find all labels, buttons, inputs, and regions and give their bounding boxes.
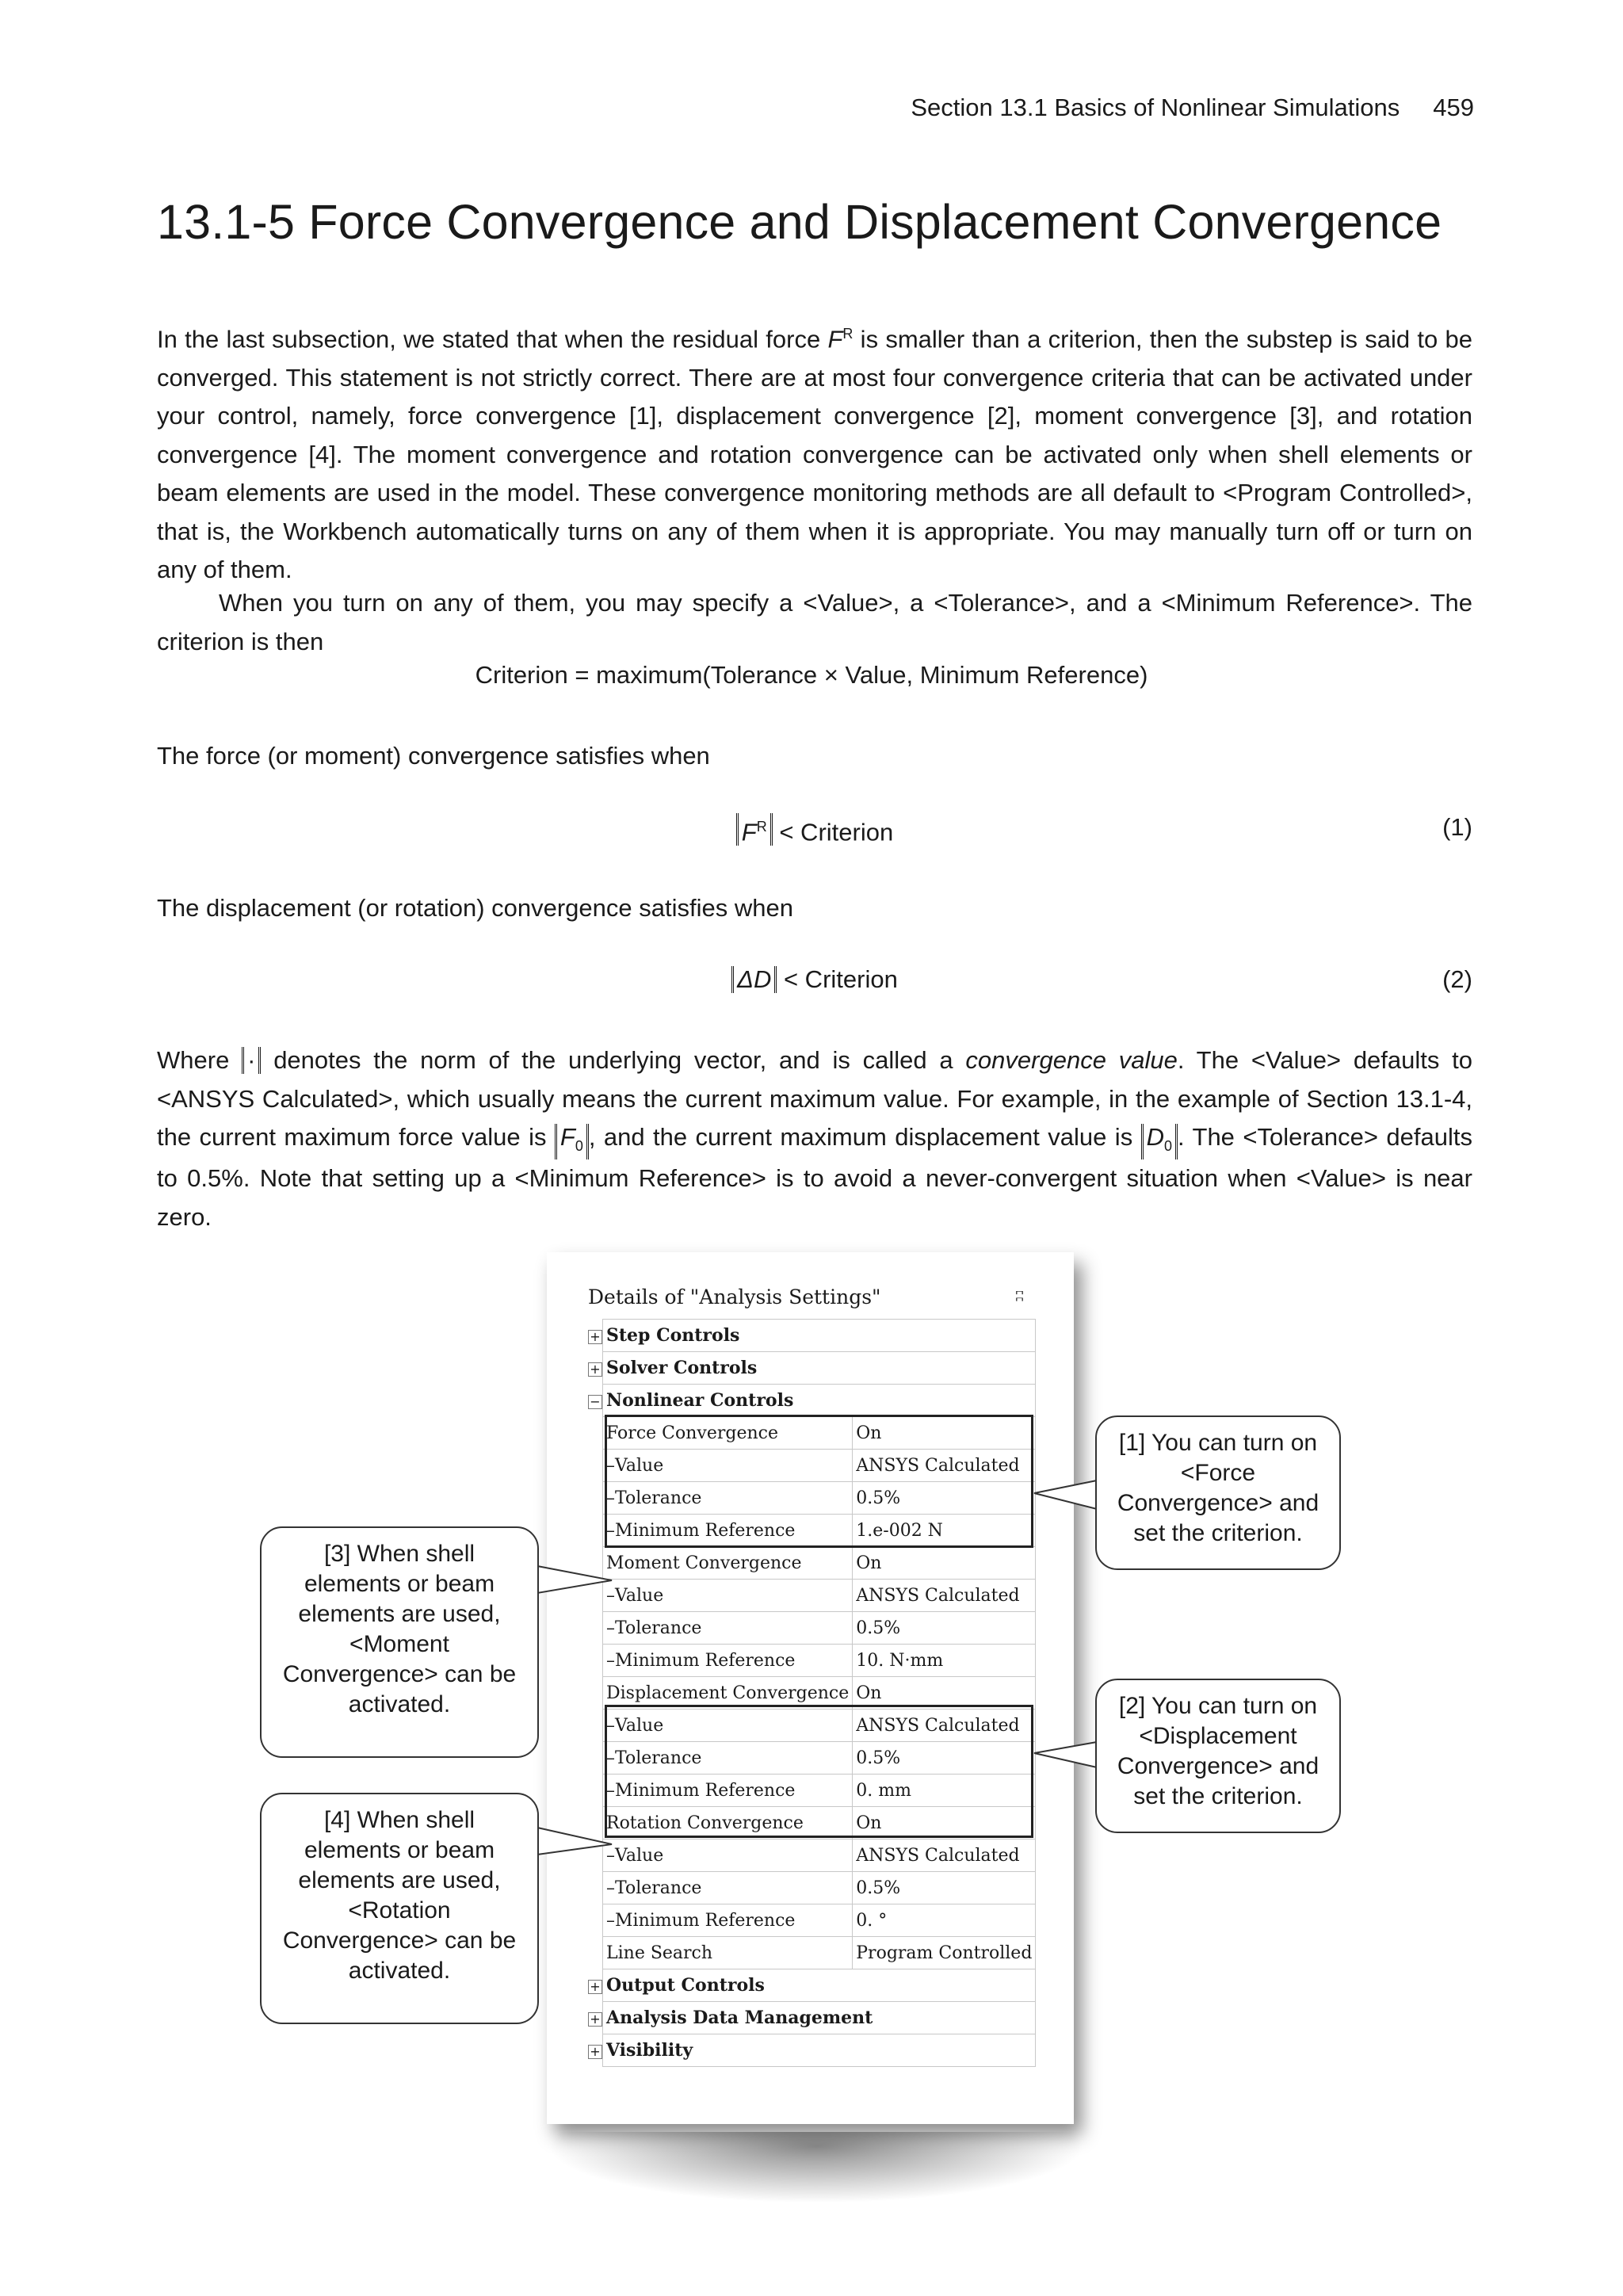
pointer-3: [537, 1566, 612, 1593]
property-name: –Minimum Reference: [603, 1645, 853, 1677]
expand-icon[interactable]: +: [588, 1330, 602, 1344]
expand-icon[interactable]: +: [588, 1980, 602, 1994]
property-value[interactable]: On: [853, 1547, 1036, 1580]
expand-icon[interactable]: +: [588, 1362, 602, 1377]
expand-icon[interactable]: +: [588, 2012, 602, 2027]
property-value[interactable]: 0.5%: [853, 1742, 1036, 1775]
section-label: Visibility: [603, 2034, 1036, 2067]
eq1-number: (1): [1442, 813, 1472, 841]
property-value[interactable]: ANSYS Calculated: [853, 1710, 1036, 1742]
residual-force-symbol: F: [827, 325, 843, 353]
p1-text-b: is smaller than a criterion, then the substep is said to be converged. This statement is not strictly correct. There are at most four convergence criteria that can be activated under your control, namely, force convergence [1], displacement convergence [2], moment convergence [3], and rotation convergence [4]. The moment convergence and rotation convergence can be activated only when shell elements or beam elements are used in the model. These convergence monitoring methods are all default to <Program Controlled>, that is, the Workbench automatically turns on any of them when it is appropriate. You may manually turn off or turn on any of them.: [157, 325, 1472, 584]
property-name: –Value: [603, 1839, 853, 1872]
p5-text-c: . The <Value> defaults to <ANSYS Calculated>, which usually means the current maximum value. For example, in the example of Section 13.1-4, the current maximum force value is: [157, 1046, 1473, 1151]
section-label: Section 13.1 Basics of Nonlinear Simulations: [911, 94, 1400, 121]
callout-force-convergence: [1] You can turn on <Force Convergence> and set the criterion.: [1095, 1415, 1341, 1570]
property-name: Rotation Convergence: [603, 1807, 853, 1839]
eq2-rhs: < Criterion: [783, 965, 898, 993]
eq2-symbol: ΔD: [737, 965, 772, 993]
property-name: Line Search: [603, 1937, 853, 1969]
property-value[interactable]: 0. mm: [853, 1775, 1036, 1807]
paragraph-3: The force (or moment) convergence satisfies when: [157, 742, 710, 770]
paragraph-4: The displacement (or rotation) convergence satisfies when: [157, 894, 793, 922]
callout-displacement-convergence: [2] You can turn on <Displacement Convergence> and set the criterion.: [1095, 1679, 1341, 1833]
property-value[interactable]: 0. °: [853, 1904, 1036, 1937]
property-value[interactable]: ANSYS Calculated: [853, 1839, 1036, 1872]
convergence-value-term: convergence value: [965, 1046, 1178, 1074]
property-name: Force Convergence: [603, 1417, 853, 1450]
section-label: Output Controls: [603, 1969, 1036, 2002]
property-value[interactable]: 0.5%: [853, 1872, 1036, 1904]
criterion-definition: Criterion = maximum(Tolerance × Value, Minimum Reference): [475, 661, 1148, 689]
p5-text-b: denotes the norm of the underlying vector, and is called a: [261, 1046, 966, 1074]
section-label: Step Controls: [603, 1320, 1036, 1352]
d0-sub: 0: [1164, 1138, 1173, 1155]
pointer-4: [537, 1828, 612, 1855]
section-label: Solver Controls: [603, 1352, 1036, 1385]
pointer-1: [1034, 1480, 1097, 1509]
pointer-2: [1034, 1742, 1097, 1767]
f0-symbol: F: [559, 1123, 575, 1151]
d0-symbol: D: [1146, 1123, 1165, 1151]
property-value[interactable]: ANSYS Calculated: [853, 1580, 1036, 1612]
property-name: –Value: [603, 1580, 853, 1612]
property-name: Displacement Convergence: [603, 1677, 853, 1710]
panel-title-text: Details of "Analysis Settings": [588, 1286, 881, 1308]
property-name: –Minimum Reference: [603, 1515, 853, 1547]
property-value[interactable]: Program Controlled: [853, 1937, 1036, 1969]
property-value[interactable]: On: [853, 1807, 1036, 1839]
eq2-number: (2): [1442, 965, 1472, 993]
section-title: 13.1-5 Force Convergence and Displacement Convergence: [157, 195, 1442, 249]
property-value[interactable]: On: [853, 1677, 1036, 1710]
callout-moment-convergence: [3] When shell elements or beam elements are used, <Moment Convergence> can be activated.: [260, 1526, 539, 1758]
property-name: –Tolerance: [603, 1612, 853, 1645]
property-value[interactable]: ANSYS Calculated: [853, 1450, 1036, 1482]
eq1-symbol: F: [741, 818, 757, 846]
property-name: –Tolerance: [603, 1872, 853, 1904]
paragraph-2: When you turn on any of them, you may specify a <Value>, a <Tolerance>, and a <Minimum Reference>. The criterion is then: [157, 589, 1472, 655]
pin-icon[interactable]: ʭ: [1015, 1286, 1024, 1308]
property-name: –Tolerance: [603, 1742, 853, 1775]
property-value[interactable]: 0.5%: [853, 1482, 1036, 1515]
property-value[interactable]: 0.5%: [853, 1612, 1036, 1645]
property-name: –Tolerance: [603, 1482, 853, 1515]
property-name: –Minimum Reference: [603, 1775, 853, 1807]
property-name: Moment Convergence: [603, 1547, 853, 1580]
section-label: Nonlinear Controls: [603, 1385, 1036, 1417]
p5-text-a: Where: [157, 1046, 242, 1074]
expand-icon[interactable]: +: [588, 2045, 602, 2059]
residual-force-sup: R: [842, 326, 854, 342]
p5-text-e: . The <Tolerance> defaults to 0.5%. Note that setting up a <Minimum Reference> is to avoid a never-convergent situation when <Value> is near zero.: [157, 1123, 1472, 1231]
property-value[interactable]: On: [853, 1417, 1036, 1450]
property-name: –Value: [603, 1450, 853, 1482]
property-value[interactable]: 1.e-002 N: [853, 1515, 1036, 1547]
callout-rotation-convergence: [4] When shell elements or beam elements are used, <Rotation Convergence> can be activated.: [260, 1793, 539, 2024]
eq1-sup: R: [756, 819, 767, 835]
page-number: 459: [1433, 94, 1474, 121]
collapse-icon[interactable]: −: [588, 1395, 602, 1409]
p5-text-d: , and the current maximum displacement value is: [588, 1123, 1141, 1151]
eq1-rhs: < Criterion: [779, 818, 894, 846]
p1-text-a: In the last subsection, we stated that when the residual force: [157, 325, 828, 353]
section-label: Analysis Data Management: [603, 2002, 1036, 2034]
norm-dot: ·: [247, 1046, 256, 1074]
f0-sub: 0: [575, 1138, 583, 1155]
property-name: –Value: [603, 1710, 853, 1742]
property-name: –Minimum Reference: [603, 1904, 853, 1937]
property-value[interactable]: 10. N·mm: [853, 1645, 1036, 1677]
